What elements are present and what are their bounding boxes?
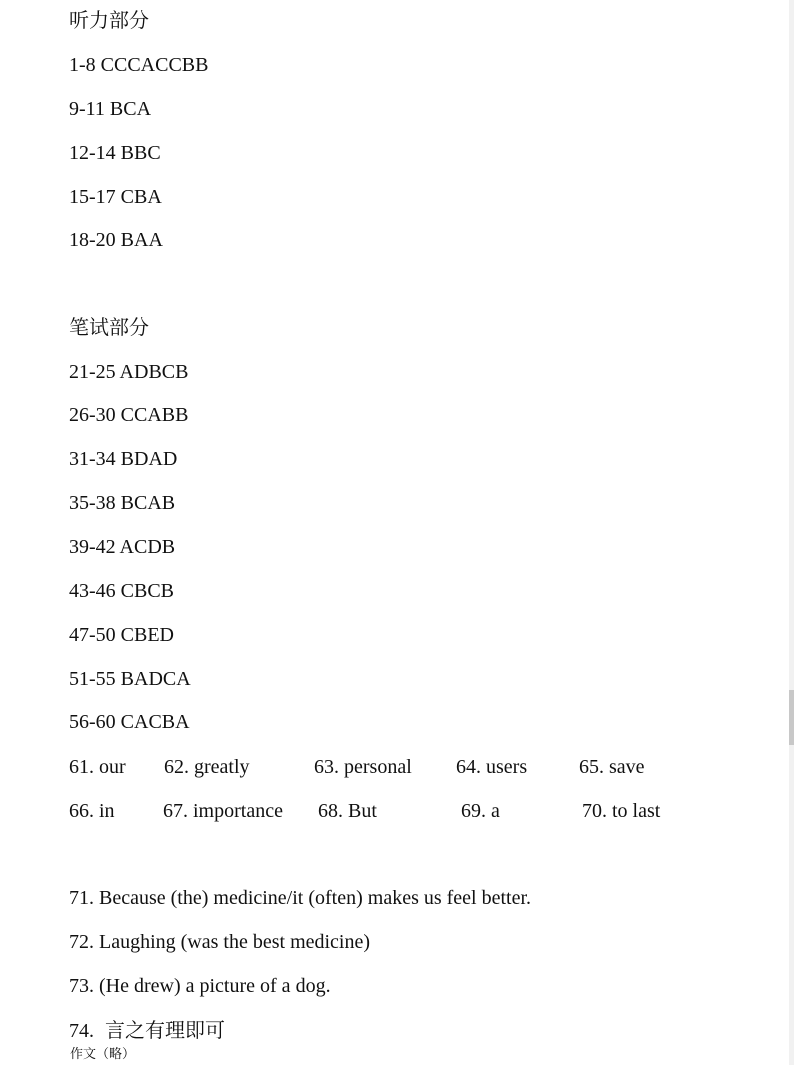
writing-line-1: 21-25 ADBCB	[69, 361, 189, 383]
answer-65: 65. save	[579, 756, 645, 778]
answer-71: 71. Because (the) medicine/it (often) makes us feel better.	[69, 887, 532, 909]
answer-61: 61. our	[69, 756, 126, 778]
listening-line-3: 12-14 BBC	[69, 142, 161, 164]
writing-line-8: 51-55 BADCA	[69, 668, 191, 690]
answer-69: 69. a	[461, 800, 500, 822]
answer-73: 73. (He drew) a picture of a dog.	[69, 975, 331, 997]
writing-line-5: 39-42 ACDB	[69, 536, 176, 558]
composition-note: 作文（略）	[70, 1047, 136, 1062]
listening-heading: 听力部分	[69, 8, 149, 32]
writing-line-3: 31-34 BDAD	[69, 448, 178, 470]
answer-66: 66. in	[69, 800, 115, 822]
scrollbar-thumb[interactable]	[789, 690, 794, 745]
writing-line-9: 56-60 CACBA	[69, 711, 190, 733]
writing-line-6: 43-46 CBCB	[69, 580, 175, 602]
answer-74-number: 74.	[69, 1020, 94, 1042]
answer-68: 68. But	[318, 800, 377, 822]
answer-63: 63. personal	[314, 756, 412, 778]
listening-line-5: 18-20 BAA	[69, 229, 163, 251]
vertical-scrollbar[interactable]	[789, 0, 794, 1065]
writing-line-4: 35-38 BCAB	[69, 492, 176, 514]
answer-70: 70. to last	[582, 800, 661, 822]
writing-line-7: 47-50 CBED	[69, 624, 174, 646]
answer-64: 64. users	[456, 756, 528, 778]
listening-line-4: 15-17 CBA	[69, 186, 162, 208]
answer-62: 62. greatly	[164, 756, 250, 778]
answer-67: 67. importance	[163, 800, 283, 822]
listening-line-1: 1-8 CCCACCBB	[69, 54, 209, 76]
answer-74-text: 言之有理即可	[105, 1018, 225, 1042]
writing-heading: 笔试部分	[69, 315, 149, 339]
answer-72: 72. Laughing (was the best medicine)	[69, 931, 371, 953]
writing-line-2: 26-30 CCABB	[69, 404, 189, 426]
answer-74	[69, 1018, 225, 1043]
listening-line-2: 9-11 BCA	[69, 98, 152, 120]
